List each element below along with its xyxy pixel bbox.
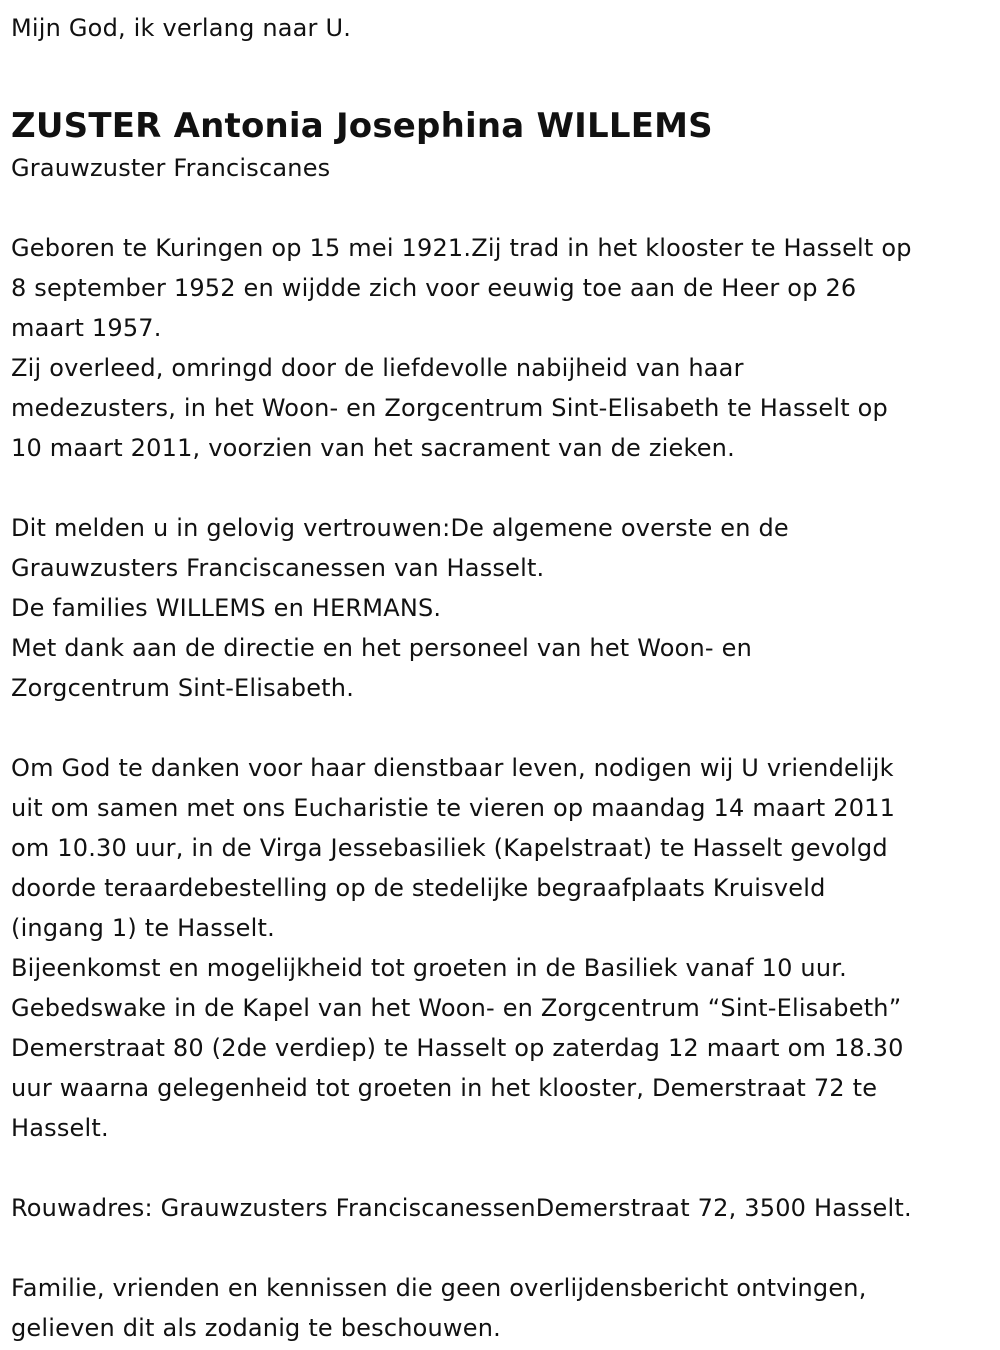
text-line: medezusters, in het Woon- en Zorgcentrum Sint-Elisabeth te Hasselt op (11, 394, 888, 422)
text-line: maart 1957. (11, 314, 162, 342)
text-line: Grauwzusters Franciscanessen van Hasselt. (11, 554, 545, 582)
text-line: Hasselt. (11, 1114, 109, 1142)
text-line: 10 maart 2011, voorzien van het sacrament van de zieken. (11, 434, 735, 462)
spacer (11, 1228, 991, 1268)
text-line: Om God te danken voor haar dienstbaar leven, nodigen wij U vriendelijk (11, 754, 894, 782)
motto: Mijn God, ik verlang naar U. (11, 14, 352, 42)
spacer (11, 708, 991, 748)
subtitle-congregation: Grauwzuster Franciscanes (11, 154, 331, 182)
spacer (11, 468, 991, 508)
text-line: Zij overleed, omringd door de liefdevolle nabijheid van haar (11, 354, 744, 382)
text-line: Bijeenkomst en mogelijkheid tot groeten in de Basiliek vanaf 10 uur. (11, 954, 847, 982)
spacer (11, 1148, 991, 1188)
text-line: doorde teraardebestelling op de stedelijke begraafplaats Kruisveld (11, 874, 826, 902)
obituary-notice (11, 8, 991, 1348)
text-line: om 10.30 uur, in de Virga Jessebasiliek (Kapelstraat) te Hasselt gevolgd (11, 834, 888, 862)
announcement-paragraph (11, 508, 991, 708)
text-line: uit om samen met ons Eucharistie te vieren op maandag 14 maart 2011 (11, 794, 896, 822)
text-line: Demerstraat 80 (2de verdiep) te Hasselt op zaterdag 12 maart om 18.30 (11, 1034, 904, 1062)
text-line: 8 september 1952 en wijdde zich voor eeuwig toe aan de Heer op 26 (11, 274, 857, 302)
text-line: Zorgcentrum Sint-Elisabeth. (11, 674, 355, 702)
text-line: gelieven dit als zodanig te beschouwen. (11, 1314, 501, 1342)
text-line: Familie, vrienden en kennissen die geen overlijdensbericht ontvingen, (11, 1274, 867, 1302)
text-line: Gebedswake in de Kapel van het Woon- en Zorgcentrum “Sint-Elisabeth” (11, 994, 902, 1022)
deceased-name-title: ZUSTER Antonia Josephina WILLEMS (11, 106, 713, 146)
text-line: (ingang 1) te Hasselt. (11, 914, 275, 942)
spacer (11, 188, 991, 228)
text-line: De families WILLEMS en HERMANS. (11, 594, 442, 622)
text-line: uur waarna gelegenheid tot groeten in het klooster, Demerstraat 72 te (11, 1074, 878, 1102)
biography-paragraph (11, 228, 991, 468)
mourning-address: Rouwadres: Grauwzusters FranciscanessenDemerstraat 72, 3500 Hasselt. (11, 1194, 912, 1222)
closing-paragraph (11, 1268, 991, 1348)
text-line: Dit melden u in gelovig vertrouwen:De algemene overste en de (11, 514, 789, 542)
ceremony-paragraph (11, 748, 991, 1148)
text-line: Geboren te Kuringen op 15 mei 1921.Zij trad in het klooster te Hasselt op (11, 234, 912, 262)
text-line: Met dank aan de directie en het personeel van het Woon- en (11, 634, 752, 662)
